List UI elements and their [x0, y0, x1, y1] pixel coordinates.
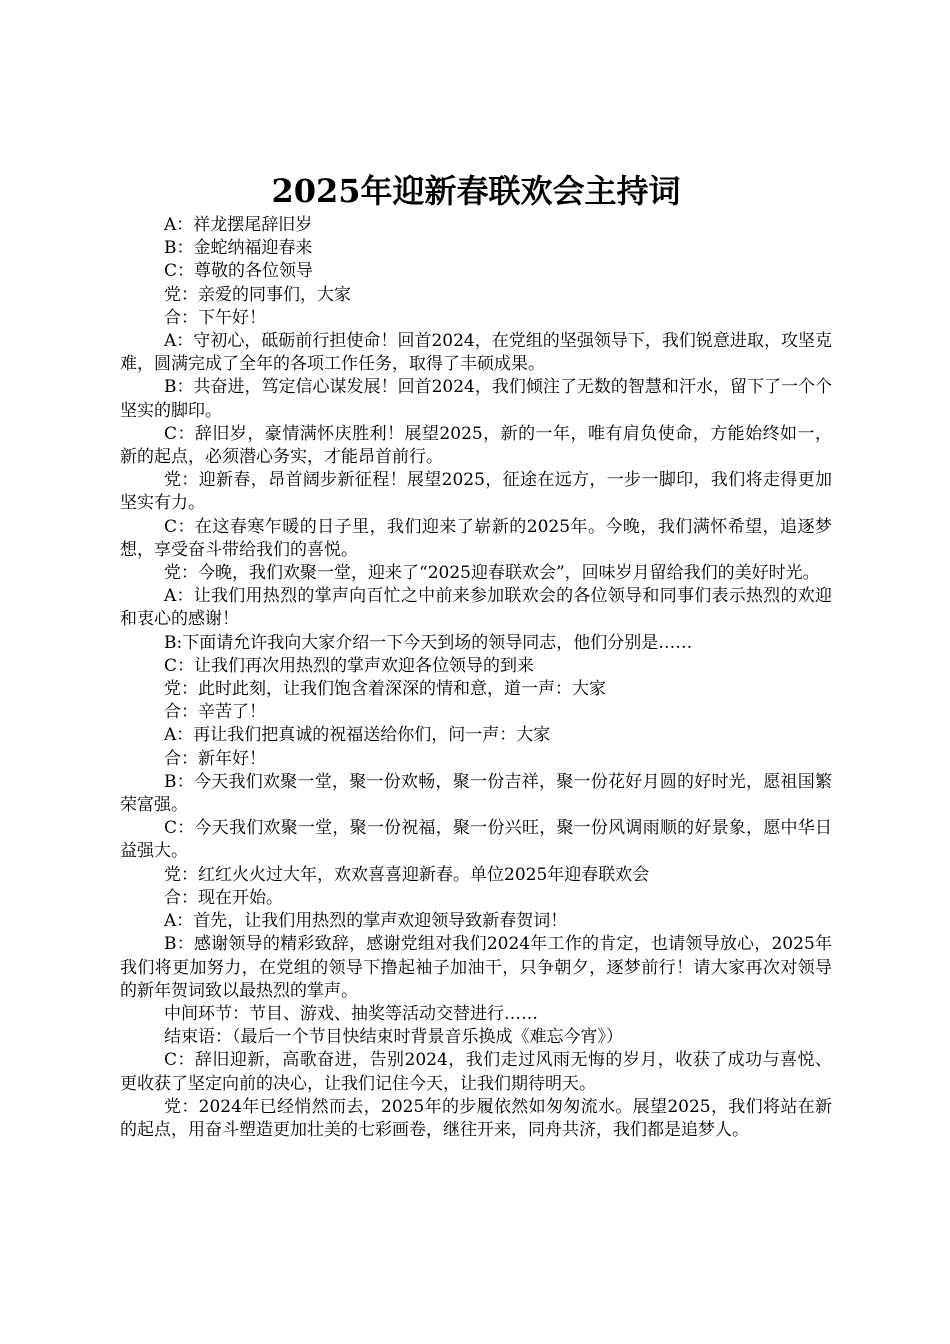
paragraph: 合：辛苦了！: [164, 702, 266, 723]
paragraph: A：再让我们把真诚的祝福送给你们，问一声：大家: [164, 725, 551, 746]
paragraph: A：首先，让我们用热烈的掌声欢迎领导致新春贺词！: [164, 911, 568, 932]
paragraph: B：共奋进，笃定信心谋发展！回首2024，我们倾注了无数的智慧和汗水，留下了一个个坚实的脚印。: [120, 377, 832, 421]
paragraph: C：辞旧岁，豪情满怀庆胜利！展望2025，新的一年，唯有肩负使命，方能始终如一，新的起点，必须潜心务实，才能昂首前行。: [120, 423, 832, 468]
paragraph: B:下面请允许我向大家介绍一下今天到场的领导同志，他们分别是……: [164, 632, 693, 653]
paragraph: 党：迎新春，昂首阔步新征程！展望2025，征途在远方，一步一脚印，我们将走得更加坚实有力。: [120, 470, 832, 514]
paragraph: 党：红红火火过大年，欢欢喜喜迎新春。单位2025年迎春联欢会: [164, 864, 650, 885]
document-title: 2025年迎新春联欢会主持词: [271, 172, 681, 210]
paragraph: 党：今晚，我们欢聚一堂，迎来了“2025迎春联欢会”，回味岁月留给我们的美好时光。: [164, 563, 820, 584]
paragraph: A：让我们用热烈的掌声向百忙之中前来参加联欢会的各位领导和同事们表示热烈的欢迎和衷心的感谢！: [120, 586, 832, 630]
paragraph: 党：此时此刻，让我们饱含着深深的情和意，道一声：大家: [164, 679, 606, 700]
paragraph: 合：新年好！: [164, 748, 266, 769]
paragraph: C：在这春寒乍暖的日子里，我们迎来了崭新的2025年。今晚，我们满怀希望，追逐梦想，享受奋斗带给我们的喜悦。: [120, 516, 832, 560]
document-body: [120, 214, 832, 1142]
paragraph: 结束语：（最后一个节目快结束时背景音乐换成《难忘今宵》）: [164, 1027, 623, 1048]
paragraph: A：守初心，砥砺前行担使命！回首2024，在党组的坚强领导下，我们锐意进取，攻坚克难，圆满完成了全年的各项工作任务，取得了丰硕成果。: [120, 331, 832, 375]
paragraph: A：祥龙摆尾辞旧岁: [164, 215, 313, 235]
paragraph: C：尊敬的各位领导: [164, 261, 314, 282]
paragraph: C：让我们再次用热烈的掌声欢迎各位领导的到来: [164, 655, 535, 676]
paragraph: 合：现在开始。: [164, 887, 283, 908]
paragraph: B：金蛇纳福迎春来: [164, 238, 313, 259]
paragraph: C：辞旧迎新，高歌奋进，告别2024，我们走过风雨无悔的岁月，收获了成功与喜悦、更收获了坚定向前的决心，让我们记住今天，让我们期待明天。: [120, 1050, 832, 1094]
paragraph: B：感谢领导的精彩致辞，感谢党组对我们2024年工作的肯定，也请领导放心，2025年我们将更加努力，在党组的领导下撸起袖子加油干，只争朝夕，逐梦前行！请大家再次对领导的新年贺词致以最热烈的掌声。: [120, 934, 832, 1001]
paragraph: 党：亲爱的同事们，大家: [164, 284, 351, 305]
paragraph: 党：2024年已经悄然而去，2025年的步履依然如匆匆流水。展望2025，我们将站在新的起点，用奋斗塑造更加壮美的七彩画卷，继往开来，同舟共济，我们都是追梦人。: [120, 1096, 832, 1140]
paragraph: B：今天我们欢聚一堂，聚一份欢畅，聚一份吉祥，聚一份花好月圆的好时光，愿祖国繁荣富强。: [120, 771, 832, 816]
paragraph: 合：下午好！: [164, 307, 266, 328]
document-page: [120, 168, 832, 1142]
paragraph: 中间环节：节目、游戏、抽奖等活动交替进行……: [164, 1003, 538, 1024]
paragraph: C：今天我们欢聚一堂，聚一份祝福，聚一份兴旺，聚一份风调雨顺的好景象，愿中华日益强大。: [120, 818, 832, 862]
